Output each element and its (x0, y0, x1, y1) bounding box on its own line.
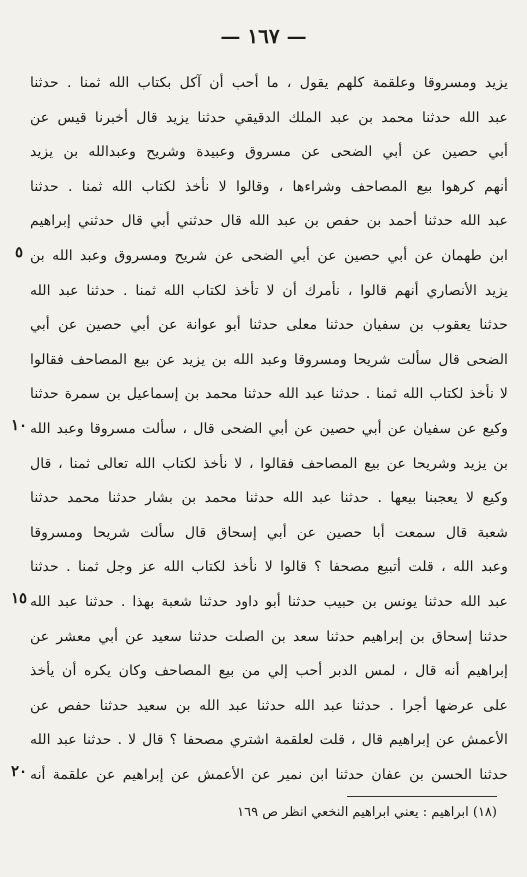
text-line: أنهم كرهوا بيع المصاحف وشراءها ، وقالوا لا نأخذ لكتاب الله ثمنا . حدثنا (30, 178, 508, 195)
text-line: عبد الله حدثنا محمد بن عبد الملك الدقيقي حدثنا يزيد قال أخبرنا قيس عن (30, 109, 508, 126)
text-line: الأعمش عن إبراهيم قال ، قلت لعلقمة اشتري مصحفا ؟ قال لا . حدثنا عبد الله (30, 732, 508, 749)
text-line: على عرضها أجرا . حدثنا عبد الله حدثنا عبد الله بن سعيد حدثنا حفص عن (30, 697, 508, 714)
text-line: وكيع عن سفيان عن أبي حصين عن أبي الضحى قال ، سألت مسروقا وعبد الله (30, 420, 508, 437)
text-line: أبي حصين عن أبي الضحى عن مسروق وعبيدة وشريح وعبدالله بن يزيد (30, 144, 508, 161)
footnote: (١٨) ابراهيم : يعني ابراهيم النخعي انظر ص ١٦٩ (237, 805, 497, 820)
text-line: ابن طهمان عن أبي حصين عن أبي الضحى عن شريح ومسروق وعبد الله بن (30, 247, 508, 264)
text-line: إبراهيم أنه قال ، لمس الدبر أحب إلي من بيع المصاحف وكان يكره أن يأخذ (30, 663, 508, 680)
text-line: لا نأخذ لكتاب الله ثمنا . حدثنا عبد الله حدثنا محمد بن إسماعيل بن سمرة حدثنا (30, 386, 508, 403)
text-line: عبد الله حدثنا أحمد بن حفص بن عبد الله قال حدثني أبي قال حدثني إبراهيم (30, 213, 508, 230)
line-number-20: ٢٠ (10, 762, 28, 780)
text-line: شعبة قال سمعت أبا حصين عن أبي إسحاق قال سألت شريحا ومسروقا (30, 524, 508, 541)
text-line: بن يزيد وشريحا عن بيع المصاحف فقالوا ، لا نأخذ لكتاب الله تعالى ثمنا ، قال (30, 455, 508, 472)
page-number: — ١٦٧ — (220, 24, 307, 48)
footnote-divider (347, 796, 497, 797)
line-number-5: ٥ (14, 243, 24, 261)
text-line: الضحى قال سألت شريحا ومسروقا وعبد الله بن يزيد عن بيع المصاحف فقالوا (30, 351, 508, 368)
text-line: حدثنا الحسن بن عفان حدثنا ابن نمير عن الأعمش عن إبراهيم عن علقمة أنه (30, 766, 508, 783)
text-line: حدثنا إسحاق بن إبراهيم حدثنا سعد بن الصلت حدثنا سعيد عن أبي معشر عن (30, 628, 508, 645)
text-line: يزيد ومسروقا وعلقمة كلهم يقول ، ما أحب أن آكل بكتاب الله ثمنا . حدثنا (30, 75, 508, 91)
text-line: وعبد الله ، قلت أتبيع مصحفا ؟ قالوا لا نأخذ لكتاب الله عز وجل ثمنا . حدثنا (30, 559, 508, 576)
text-line: يزيد الأنصاري أنهم قالوا ، نأمرك أن لا تأخذ لكتاب الله ثمنا . حدثنا عبد الله (30, 282, 508, 299)
text-line: عبد الله حدثنا يونس بن حبيب حدثنا أبو داود حدثنا شعبة بهذا . حدثنا عبد الله (30, 593, 508, 610)
text-line: حدثنا يعقوب بن سفيان حدثنا معلى حدثنا أبو عوانة عن أبي حصين عن أبي (30, 317, 508, 334)
line-number-15: ١٥ (10, 589, 28, 607)
body-text (30, 68, 508, 794)
line-number-10: ١٠ (10, 416, 28, 434)
text-line: وكيع لا يعجبنا بيعها . حدثنا عبد الله حدثنا محمد بن بشار حدثنا محمد حدثنا (30, 490, 508, 507)
